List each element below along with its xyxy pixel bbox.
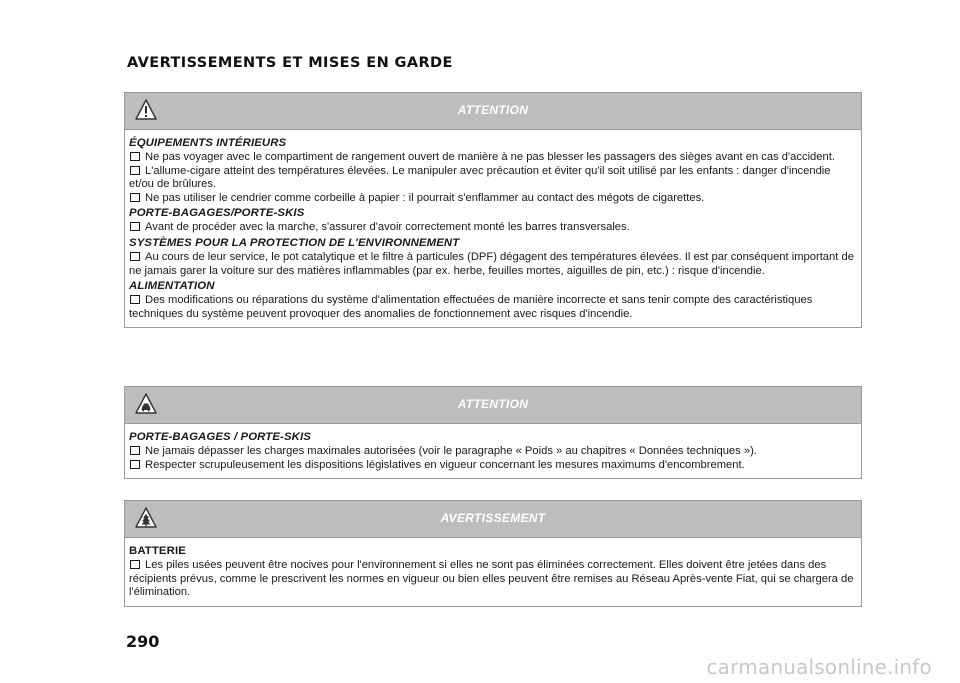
attention-box-interior (124, 92, 862, 328)
checkbox-bullet-icon (130, 560, 140, 569)
list-item: L'allume-cigare atteint des températures élevées. Le manipuler avec précaution et éviter qu'il soit utilisé par les enfants : danger d'incendie et/ou de brûlures. (129, 164, 831, 191)
list-item: Avant de procéder avec la marche, s'assurer d'avoir correctement monté les barres transversales. (129, 221, 857, 234)
checkbox-bullet-icon (130, 446, 140, 455)
box-header-title: AVERTISSEMENT (440, 511, 546, 525)
attention-box-roof-rack (124, 386, 862, 479)
list-item: Les piles usées peuvent être nocives pour l'environnement si elles ne sont pas éliminées correctement. Elles doivent être jetées dans des récipients prévus, comme le prescrivent les normes en vigueur ou bien elles peuvent être remises au Réseau Après-vente Fiat, qui se chargera de l'élimination. (129, 559, 854, 599)
box-header (125, 387, 861, 424)
box-header (125, 501, 861, 538)
section-title: SYSTÈMES POUR LA PROTECTION DE L'ENVIRONNEMENT (129, 236, 460, 249)
checkbox-bullet-icon (130, 193, 140, 202)
checkbox-bullet-icon (130, 460, 140, 469)
page-title: AVERTISSEMENTS ET MISES EN GARDE (127, 55, 453, 71)
list-item: Ne pas utiliser le cendrier comme corbeille à papier : il pourrait s'enflammer au contact des mégots de cigarettes. (129, 192, 857, 205)
section-title: ALIMENTATION (129, 280, 215, 293)
list-item: Respecter scrupuleusement les dispositions législatives en vigueur concernant les mesures maximums d'encombrement. (129, 459, 857, 472)
list-item: Ne pas voyager avec le compartiment de rangement ouvert de manière à ne pas blesser les passagers des sièges avant en cas d'accident. (129, 151, 857, 164)
section-title: BATTERIE (129, 545, 186, 557)
list-item: Ne jamais dépasser les charges maximales autorisées (voir le paragraphe « Poids » au chapitres « Données techniques »). (129, 445, 857, 458)
list-item: Au cours de leur service, le pot catalytique et le filtre à particules (DPF) dégagent des températures élevées. Il est par conséquent important de ne jamais garer la voiture sur des matières inflammables (par ex. herbe, feuilles mortes, aiguilles de pin, etc.) : risque d'incendie. (129, 251, 854, 277)
checkbox-bullet-icon (130, 252, 140, 261)
checkbox-bullet-icon (130, 152, 140, 161)
watermark: carmanualsonline.info (706, 655, 932, 679)
section-title: PORTE-BAGAGES/PORTE-SKIS (129, 207, 305, 220)
page-number: 290 (126, 632, 160, 651)
checkbox-bullet-icon (130, 222, 140, 231)
warning-box-battery (124, 500, 862, 607)
checkbox-bullet-icon (130, 295, 140, 304)
box-header-title: ATTENTION (457, 397, 529, 411)
section-title: PORTE-BAGAGES / PORTE-SKIS (129, 431, 311, 443)
section-title: ÉQUIPEMENTS INTÉRIEURS (129, 137, 287, 149)
checkbox-bullet-icon (130, 166, 140, 175)
box-header (125, 93, 861, 130)
box-header-title: ATTENTION (457, 103, 529, 117)
list-item: Des modifications ou réparations du système d'alimentation effectuées de manière incorrecte et sans tenir compte des caractéristiques techniques du système peuvent provoquer des anomalies de fonctionnement avec risques d'incendie. (129, 294, 813, 320)
